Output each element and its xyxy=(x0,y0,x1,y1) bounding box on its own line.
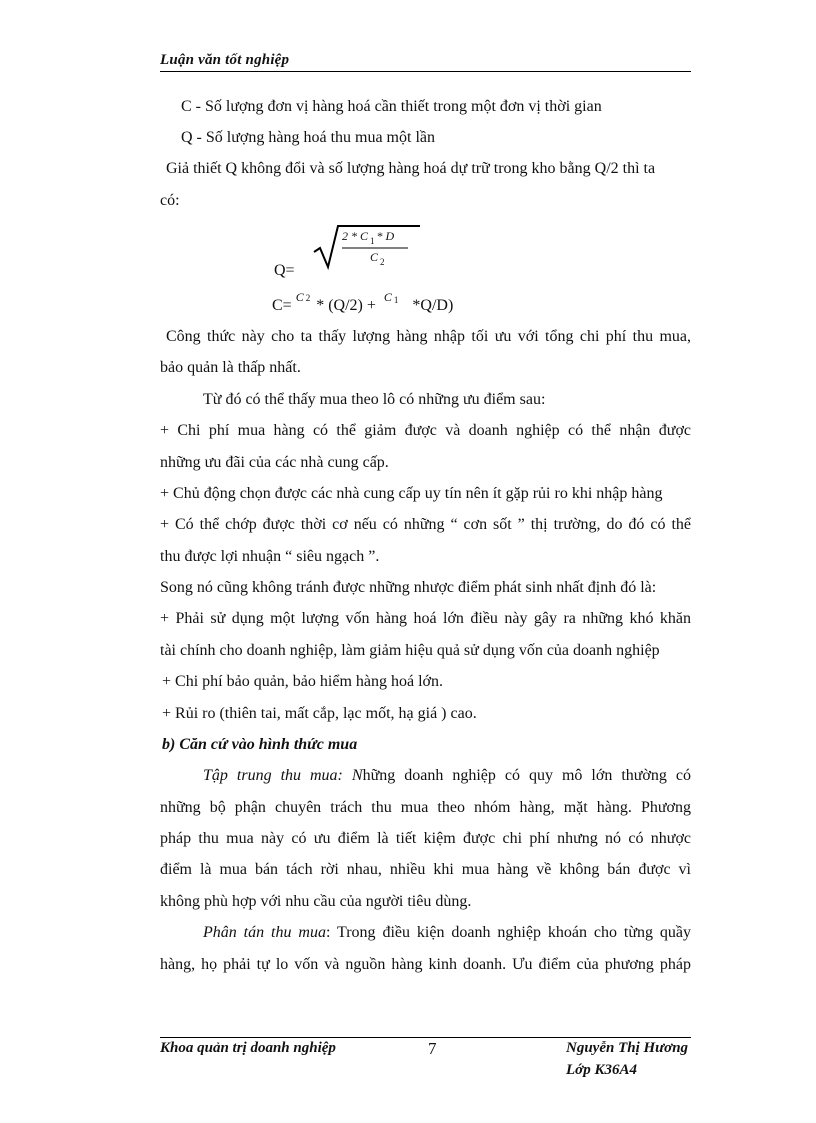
text-line: Q - Số lượng hàng hoá thu mua một lần xyxy=(181,129,435,146)
text-line: Công thức này cho ta thấy lượng hàng nhập tối ưu với tổng chi phí thu mua, xyxy=(166,328,691,345)
text-line: Từ đó có thể thấy mua theo lô có những ưu điểm sau: xyxy=(203,391,546,408)
text-line: Song nó cũng không tránh được những nhược điểm phát sinh nhất định đó là: xyxy=(160,579,657,596)
fraction-numerator: 2 * C $_1$ * D xyxy=(342,229,395,246)
header-divider xyxy=(160,71,691,72)
footer-class: Lớp K36A4 xyxy=(566,1062,637,1078)
section-heading: b) Căn cứ vào hình thức mua xyxy=(162,736,358,753)
text-line: hàng, họ phải tự lo vốn và nguồn hàng kinh doanh. Ưu điểm của phương pháp xyxy=(160,956,691,973)
fraction-denominator: C $_2$ xyxy=(370,250,385,267)
text-line: + Có thể chớp được thời cơ nếu có những “ cơn sốt ” thị trường, do đó có thể xyxy=(160,516,691,533)
text-line: C - Số lượng đơn vị hàng hoá cần thiết trong một đơn vị thời gian xyxy=(181,98,602,115)
text-line: bảo quản là thấp nhất. xyxy=(160,359,301,376)
text-line: những ưu đãi của các nhà cung cấp. xyxy=(160,454,389,471)
paragraph-first-line: Phân tán thu mua: Trong điều kiện doanh nghiệp khoán cho từng quầy xyxy=(203,924,692,941)
paragraph-first-line: Tập trung thu mua: Những doanh nghiệp có quy mô lớn thường có xyxy=(203,767,691,784)
text-line: có: xyxy=(160,192,180,209)
header-title: Luận văn tốt nghiệp xyxy=(160,52,290,68)
footer-department: Khoa quản trị doanh nghiệp xyxy=(160,1040,336,1056)
footer-divider xyxy=(160,1037,691,1038)
text-line: Giả thiết Q không đổi và số lượng hàng hoá dự trữ trong kho bằng Q/2 thì ta xyxy=(166,160,656,177)
text-line: + Phải sử dụng một lượng vốn hàng hoá lớn điều này gây ra những khó khăn xyxy=(160,610,691,627)
text-line: những bộ phận chuyên trách thu mua theo nhóm hàng, mặt hàng. Phương xyxy=(160,799,691,816)
text-line: tài chính cho doanh nghiệp, làm giảm hiệu quả sử dụng vốn của doanh nghiệp xyxy=(160,642,660,659)
text-line: pháp thu mua này có ưu điểm là tiết kiệm được chi phí nhưng nó có nhược xyxy=(160,830,691,847)
text-line: điểm là mua bán tách rời nhau, nhiều khi mua hàng về không bán được vì xyxy=(160,861,691,878)
text-line: thu được lợi nhuận “ siêu ngạch ”. xyxy=(160,548,380,565)
text-line: + Chủ động chọn được các nhà cung cấp uy tín nên ít gặp rủi ro khi nhập hàng xyxy=(160,485,663,502)
formula-c: C= $^C$ $^2$ * (Q/2) + $^C$ $^1$ *Q/D) xyxy=(272,290,454,314)
footer-author: Nguyễn Thị Hương xyxy=(566,1040,689,1056)
text-line: + Rủi ro (thiên tai, mất cắp, lạc mốt, hạ giá ) cao. xyxy=(162,705,477,722)
formula-q-lhs: Q= xyxy=(274,262,295,279)
text-line: + Chi phí bảo quản, bảo hiểm hàng hoá lớn. xyxy=(162,673,443,690)
page-number: 7 xyxy=(428,1039,437,1058)
text-line: + Chi phí mua hàng có thể giảm được và doanh nghiệp có thể nhận được xyxy=(160,422,691,439)
text-line: không phù hợp với nhu cầu của người tiêu dùng. xyxy=(160,893,472,910)
